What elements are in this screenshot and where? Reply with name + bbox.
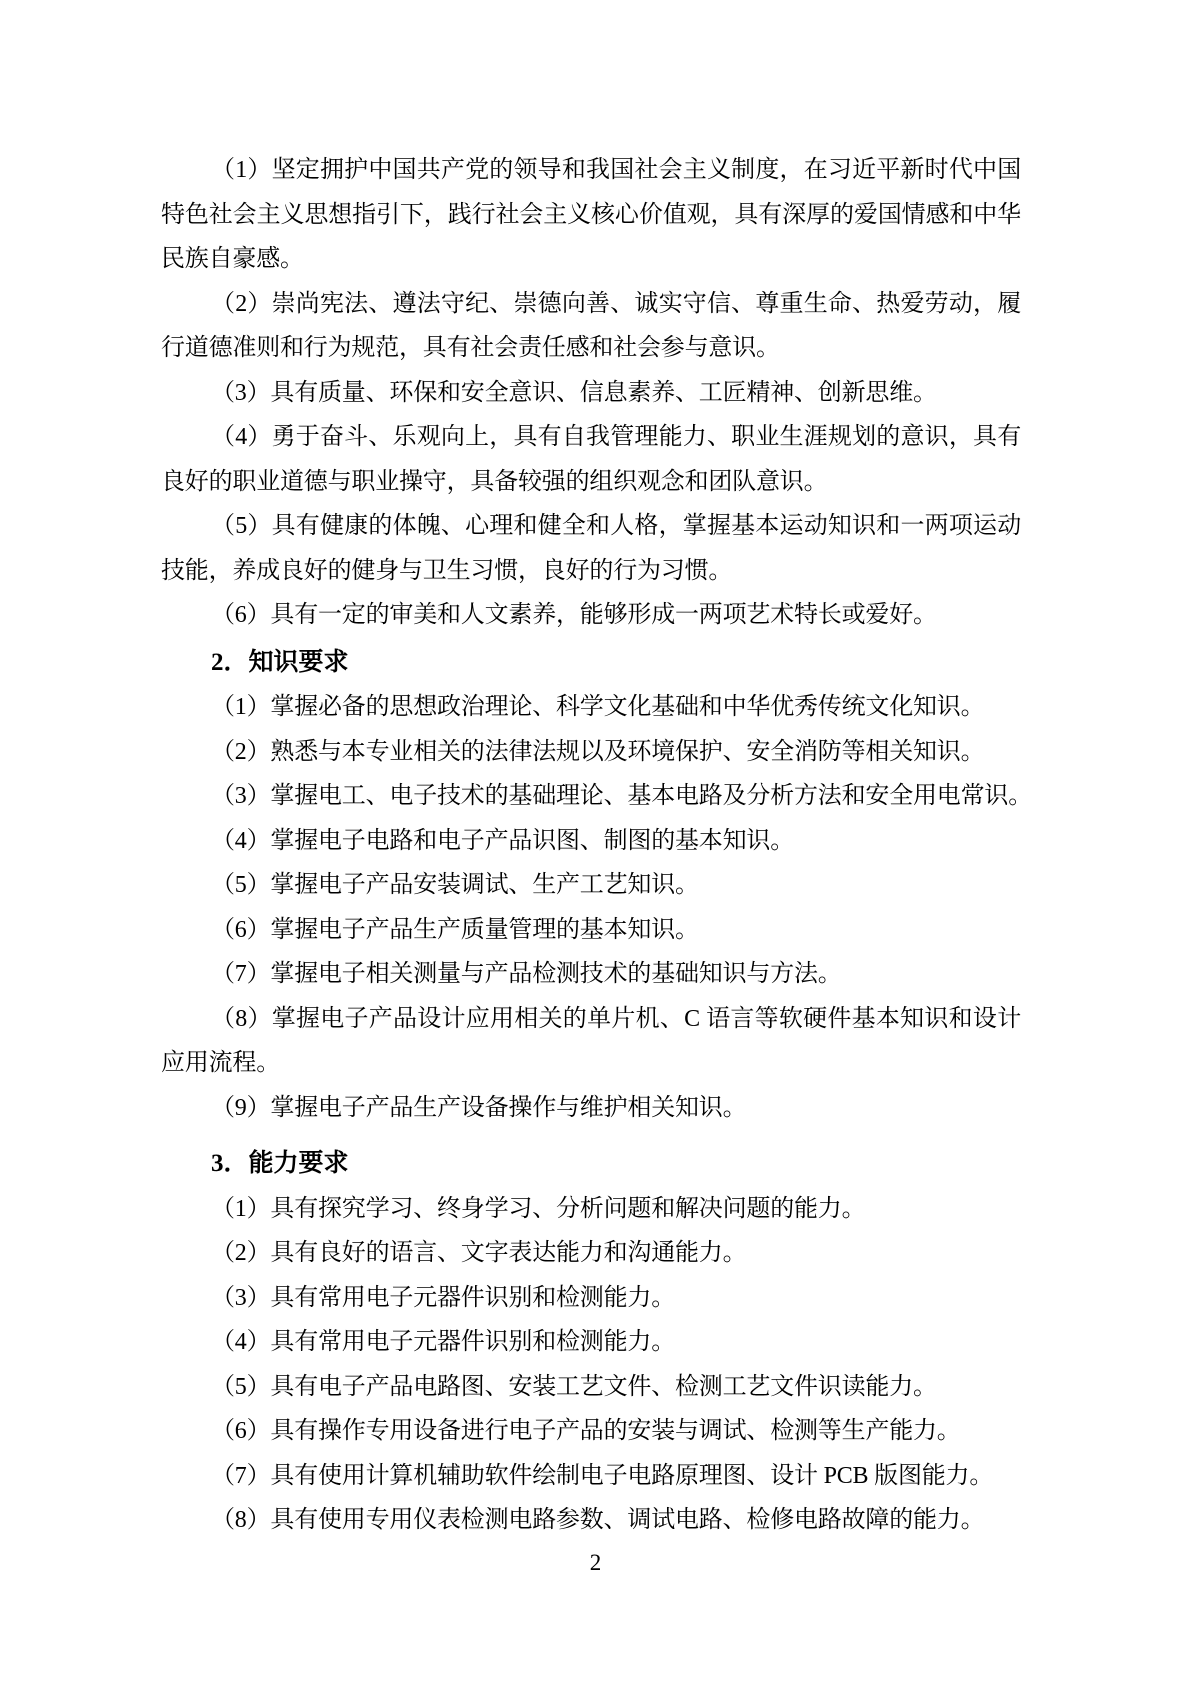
para-quality-1-line-1: （1）坚定拥护中国共产党的领导和我国社会主义制度，在习近平新时代中国 [211,157,1021,183]
para-knowledge-4: （4）掌握电子电路和电子产品识图、制图的基本知识。 [211,827,794,854]
para-knowledge-6: （6）掌握电子产品生产质量管理的基本知识。 [211,916,699,943]
para-quality-2-line-2: 行道德准则和行为规范，具有社会责任感和社会参与意识。 [161,335,780,361]
para-quality-5-line-1: （5）具有健康的体魄、心理和健全和人格，掌握基本运动知识和一两项运动 [211,513,1021,539]
para-quality-4-line-2: 良好的职业道德与职业操守，具备较强的组织观念和团队意识。 [161,468,828,495]
para-knowledge-9: （9）掌握电子产品生产设备操作与维护相关知识。 [211,1094,747,1121]
para-quality-3: （3）具有质量、环保和安全意识、信息素养、工匠精神、创新思维。 [211,379,937,406]
para-ability-4: （4）具有常用电子元器件识别和检测能力。 [211,1329,675,1355]
page-number: 2 [589,1550,602,1575]
para-ability-5: （5）具有电子产品电路图、安装工艺文件、检测工艺文件识读能力。 [211,1373,937,1400]
para-quality-1-line-3: 民族自豪感。 [161,246,304,272]
para-ability-8: （8）具有使用专用仪表检测电路参数、调试电路、检修电路故障的能力。 [211,1507,985,1533]
para-knowledge-2: （2）熟悉与本专业相关的法律法规以及环境保护、安全消防等相关知识。 [211,738,985,765]
para-ability-2: （2）具有良好的语言、文字表达能力和沟通能力。 [211,1240,747,1266]
para-ability-3: （3）具有常用电子元器件识别和检测能力。 [211,1284,675,1311]
para-knowledge-8-line-2: 应用流程。 [161,1050,280,1076]
section-heading-knowledge: 2．知识要求 [211,648,349,676]
para-quality-5-line-2: 技能，养成良好的健身与卫生习惯，良好的行为习惯。 [161,557,733,584]
para-knowledge-7: （7）掌握电子相关测量与产品检测技术的基础知识与方法。 [211,961,842,987]
para-ability-1: （1）具有探究学习、终身学习、分析问题和解决问题的能力。 [211,1195,866,1222]
para-quality-2-line-1: （2）崇尚宪法、遵法守纪、崇德向善、诚实守信、尊重生命、热爱劳动，履 [211,290,1021,317]
section-heading-ability: 3．能力要求 [211,1150,349,1177]
para-ability-7: （7）具有使用计算机辅助软件绘制电子电路原理图、设计 PCB 版图能力。 [211,1462,994,1489]
para-knowledge-5: （5）掌握电子产品安装调试、生产工艺知识。 [211,872,699,898]
para-knowledge-1: （1）掌握必备的思想政治理论、科学文化基础和中华优秀传统文化知识。 [211,694,985,720]
para-knowledge-8-line-1: （8）掌握电子产品设计应用相关的单片机、C 语言等软硬件基本知识和设计 [211,1005,1021,1032]
para-ability-6: （6）具有操作专用设备进行电子产品的安装与调试、检测等生产能力。 [211,1418,961,1444]
para-quality-6: （6）具有一定的审美和人文素养，能够形成一两项艺术特长或爱好。 [211,602,937,628]
document-body [161,148,1032,1543]
para-knowledge-3: （3）掌握电工、电子技术的基础理论、基本电路及分析方法和安全用电常识。 [211,783,1032,809]
para-quality-1-line-2: 特色社会主义思想指引下，践行社会主义核心价值观，具有深厚的爱国情感和中华 [161,201,1021,228]
para-quality-4-line-1: （4）勇于奋斗、乐观向上，具有自我管理能力、职业生涯规划的意识，具有 [211,424,1021,450]
